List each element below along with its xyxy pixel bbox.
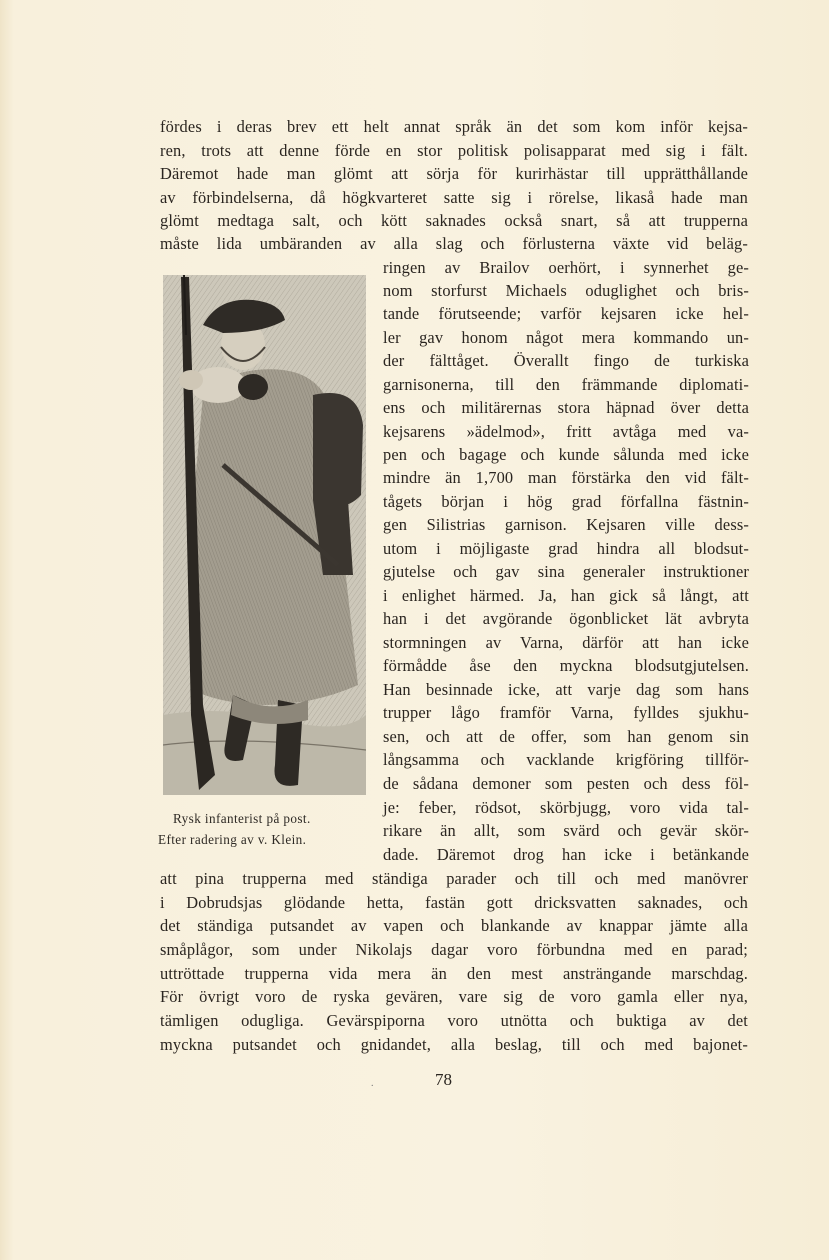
- text-line: att pina trupperna med ständiga parader och till och med manövrer: [160, 869, 748, 888]
- text-line: han i det avgörande ögonblicket lät avbryta: [383, 609, 749, 628]
- text-line: stormningen av Varna, därför att han icke: [383, 633, 749, 652]
- text-line: tågets början i hög grad förfallna fästnin-: [383, 492, 749, 511]
- text-line: Däremot hade man glömt att sörja för kurirhästar till upprätthållande: [160, 164, 748, 183]
- text-line: gen Silistrias garnison. Kejsaren ville dess-: [383, 515, 749, 534]
- text-line: ringen av Brailov oerhört, i synnerhet ge-: [383, 258, 749, 277]
- text-line: tande förutseende; varför kejsaren icke hel-: [383, 304, 749, 323]
- text-line: mindre än 1,700 man förstärka den vid fält-: [383, 468, 749, 487]
- text-line: trupper lågo framför Varna, fylldes sjukhu-: [383, 703, 749, 722]
- text-line: glömt medtaga salt, och kött saknades också snart, så att trupperna: [160, 211, 748, 230]
- soldier-etching: [163, 275, 366, 795]
- text-line: je: feber, rödsot, skörbjugg, voro vida tal-: [383, 798, 749, 817]
- text-line: av förbindelserna, då högkvarteret satte sig i rörelse, likaså hade man: [160, 188, 748, 207]
- text-line: i enlighet härmed. Ja, han gick så långt, att: [383, 586, 749, 605]
- text-line: de sådana demoner som pesten och dess föl-: [383, 774, 749, 793]
- text-line: rikare än allt, som svärd och gevär skör-: [383, 821, 749, 840]
- text-line: utom i möjligaste grad hindra all blodsut-: [383, 539, 749, 558]
- text-line: nom storfurst Michaels oduglighet och bris-: [383, 281, 749, 300]
- figure-caption: Rysk infanterist på post.: [173, 811, 311, 826]
- page-number: 78: [435, 1070, 452, 1089]
- text-line: pen och bagage och kunde sålunda med icke: [383, 445, 749, 464]
- text-line: det ständiga putsandet av vapen och blankande av knappar jämte alla: [160, 916, 748, 935]
- text-line: der fälttåget. Överallt fingo de turkiska: [383, 351, 749, 370]
- text-line: tämligen odugliga. Gevärspiporna voro utnötta och buktiga av det: [160, 1011, 748, 1030]
- text-line: gjutelse och gav sina generaler instruktioner: [383, 562, 749, 581]
- text-line: uttröttade trupperna vida mera än den mest ansträngande marschdag.: [160, 964, 748, 983]
- text-line: ens och militärernas stora häpnad över detta: [383, 398, 749, 417]
- text-line: Han besinnade icke, att varje dag som hans: [383, 680, 749, 699]
- text-line: långsamma och vacklande krigföring tillför-: [383, 750, 749, 769]
- text-line: i Dobrudsjas glödande hetta, fastän gott dricksvatten saknades, och: [160, 893, 748, 912]
- text-line: ren, trots att denne förde en stor politisk polisapparat med sig i fält.: [160, 141, 748, 160]
- text-line: småplågor, som under Nikolajs dagar voro förbundna med en parad;: [160, 940, 748, 959]
- text-line: För övrigt voro de ryska gevären, vare sig de voro gamla eller nya,: [160, 987, 748, 1006]
- figure-caption: Efter radering av v. Klein.: [158, 832, 307, 847]
- page-mark: .: [371, 1078, 374, 1089]
- text-line: myckna putsandet och gnidandet, alla beslag, till och med bajonet-: [160, 1035, 748, 1054]
- text-line: förmådde åse den myckna blodsutgjutelsen.: [383, 656, 749, 675]
- text-line: sen, och att de offer, som han genom sin: [383, 727, 749, 746]
- text-line: ler gav honom något mera kommando un-: [383, 328, 749, 347]
- text-line: dade. Däremot drog han icke i betänkande: [383, 845, 749, 864]
- text-line: garnisonerna, till den främmande diplomati-: [383, 375, 749, 394]
- text-line: kejsarens »ädelmod», fritt avtåga med va-: [383, 422, 749, 441]
- text-line: måste lida umbäranden av alla slag och förlusterna växte vid beläg-: [160, 234, 748, 253]
- text-line: fördes i deras brev ett helt annat språk än det som kom inför kejsa-: [160, 117, 748, 136]
